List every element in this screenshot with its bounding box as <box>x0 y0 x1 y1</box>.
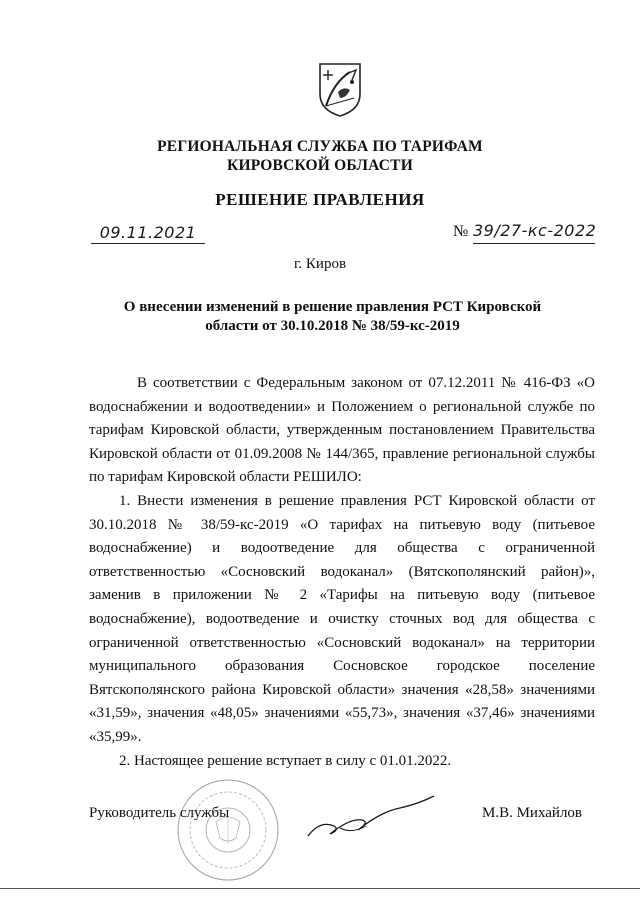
item-2-paragraph: 2. Настоящее решение вступает в силу с 01.01.2022. <box>119 752 452 769</box>
preamble-paragraph: В соответствии с Федеральным законом от 07.12.2011 № 416-ФЗ «О водоснабжении и водоотведении» и Положением о региональной службе по тарифам Кировской области, утвержденным постановлением Правительства Кировской области от 01.09.2008 № 144/365, правление региональной службы по тарифам Кировской области РЕШИЛО: <box>89 375 595 486</box>
org-name-line2: КИРОВСКОЙ ОБЛАСТИ <box>227 157 413 174</box>
number-label: № <box>453 223 469 240</box>
bottom-divider <box>0 888 640 889</box>
decision-date: 09.11.2021 <box>99 223 197 242</box>
signer-name: М.В. Михайлов <box>482 805 583 821</box>
official-seal-stamp <box>158 772 288 882</box>
coat-of-arms-icon <box>316 60 364 118</box>
decision-number: 39/27-кс-2022 <box>473 221 597 240</box>
org-name-line1: РЕГИОНАЛЬНАЯ СЛУЖБА ПО ТАРИФАМ <box>157 138 483 155</box>
number-underline <box>473 243 595 244</box>
decision-body <box>89 372 595 773</box>
city: г. Киров <box>293 256 347 272</box>
document-type-title: РЕШЕНИЕ ПРАВЛЕНИЯ <box>215 190 425 209</box>
signer-position: Руководитель службы <box>89 805 230 821</box>
decision-subject: О внесении изменений в решение правления РСТ Кировской области от 30.10.2018 № 38/59-кс-2019 <box>123 299 542 334</box>
handwritten-signature <box>300 790 440 850</box>
item-1-paragraph: 1. Внести изменения в решение правления РСТ Кировской области от 30.10.2018 № 38/59-кс-2019 «О тарифах на питьевую воду (питьевое водоснабжение) и водоотведение для общества с ограниченной ответственностью «Сосновский водоканал» (Вятскополянский район)», заменив в приложении № 2 «Тарифы на питьевую воду (питьевое водоснабжение), водоотведение и очистку сточных вод для общества с ограниченной ответственностью «Сосновский водоканал» на территории муниципального образования Сосновское городское поселение Вятскополянского района Кировской области» значения «28,58» значениями «31,59», значения «48,05» значениями «55,73», значения «37,46» значениями «35,99». <box>89 492 595 745</box>
date-underline <box>91 243 205 244</box>
